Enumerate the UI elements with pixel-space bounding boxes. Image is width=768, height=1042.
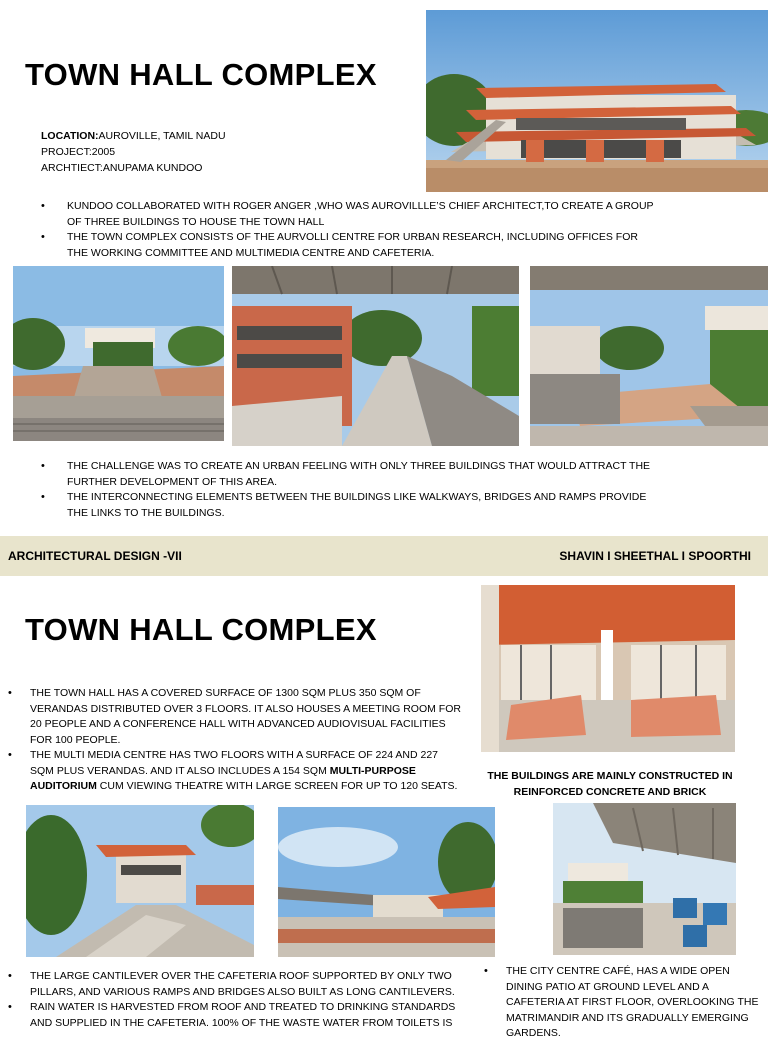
photo-bridge-view [278, 807, 495, 957]
list-item: • THE TOWN HALL HAS A COVERED SURFACE OF 1300 SQM PLUS 350 SQM OF VERANDAS DISTRIBUTED OVER 3 FLOORS. IT ALSO HOUSES A MEETING ROOM FOR 20 PEOPLE AND A CONFERENCE HALL WITH ADVANCED AUDIOVISUAL FACILITIES FOR 100 PEOPLE. [8, 686, 463, 748]
architect-line: ARCHTIECT:ANUPAMA KUNDOO [41, 162, 203, 174]
photo-cafe-patio [553, 803, 736, 955]
town-hall-bullets [8, 686, 463, 795]
photo-interior-stair [481, 585, 735, 752]
hero-photo-town-hall [426, 10, 768, 192]
list-item: • THE LARGE CANTILEVER OVER THE CAFETERIA ROOF SUPPORTED BY ONLY TWO PILLARS, AND VARIOUS RAMPS AND BRIDGES ALSO BUILT AS LONG CANTILEVERS. [8, 969, 463, 1000]
photo-courtyard-ramp [530, 266, 768, 446]
list-item: • KUNDOO COLLABORATED WITH ROGER ANGER ,WHO WAS AUROVILLLE’S CHIEF ARCHITECT,TO CREATE A GROUP OF THREE BUILDINGS TO HOUSE THE TOWN HALL [41, 199, 655, 230]
authors-label: SHAVIN I SHEETHAL I SPOORTHI [559, 549, 751, 563]
photo-walkway-bridge [232, 266, 519, 446]
location-line: LOCATION:AUROVILLE, TAMIL NADU [41, 130, 226, 142]
cantilever-bullets [8, 969, 463, 1031]
list-item: • THE CITY CENTRE CAFÉ, HAS A WIDE OPEN DINING PATIO AT GROUND LEVEL AND A CAFETERIA AT FIRST FLOOR, OVERLOOKING THE MATRIMANDIR AND ITS GRADUALLY EMERGING GARDENS. [484, 964, 768, 1042]
construction-note: THE BUILDINGS ARE MAINLY CONSTRUCTED IN REINFORCED CONCRETE AND BRICK [487, 770, 733, 798]
course-label: ARCHITECTURAL DESIGN -VII [8, 549, 182, 563]
intro-bullets [41, 199, 655, 261]
footer-band [0, 536, 768, 576]
list-item: • THE INTERCONNECTING ELEMENTS BETWEEN THE BUILDINGS LIKE WALKWAYS, BRIDGES AND RAMPS PROVIDE THE LINKS TO THE BUILDINGS. [41, 490, 655, 521]
cafe-bullets [484, 964, 768, 1042]
page-title: TOWN HALL COMPLEX [25, 57, 377, 92]
photo-ramp-exterior [26, 805, 254, 957]
photo-rooftop-terrace [13, 266, 224, 441]
challenge-bullets [41, 459, 655, 521]
list-item: • THE CHALLENGE WAS TO CREATE AN URBAN FEELING WITH ONLY THREE BUILDINGS THAT WOULD ATTRACT THE FURTHER DEVELOPMENT OF THIS AREA. [41, 459, 655, 490]
page-title-2: TOWN HALL COMPLEX [25, 612, 377, 647]
project-line: PROJECT:2005 [41, 146, 116, 158]
list-item: • THE TOWN COMPLEX CONSISTS OF THE AURVOLLI CENTRE FOR URBAN RESEARCH, INCLUDING OFFICES FOR THE WORKING COMMITTEE AND MULTIMEDIA CENTRE AND CAFETERIA. [41, 230, 655, 261]
project-meta [41, 128, 226, 176]
list-item: • RAIN WATER IS HARVESTED FROM ROOF AND TREATED TO DRINKING STANDARDS AND SUPPLIED IN THE CAFETERIA. 100% OF THE WASTE WATER FROM TOILETS IS [8, 1000, 463, 1031]
list-item: • THE MULTI MEDIA CENTRE HAS TWO FLOORS WITH A SURFACE OF 224 AND 227 SQM PLUS VERANDAS. AND IT ALSO INCLUDES A 154 SQM MULTI-PURPOSE AUDITORIUM CUM VIEWING THEATRE WITH LARGE SCREEN FOR UP TO 120 SEATS. [8, 748, 463, 795]
